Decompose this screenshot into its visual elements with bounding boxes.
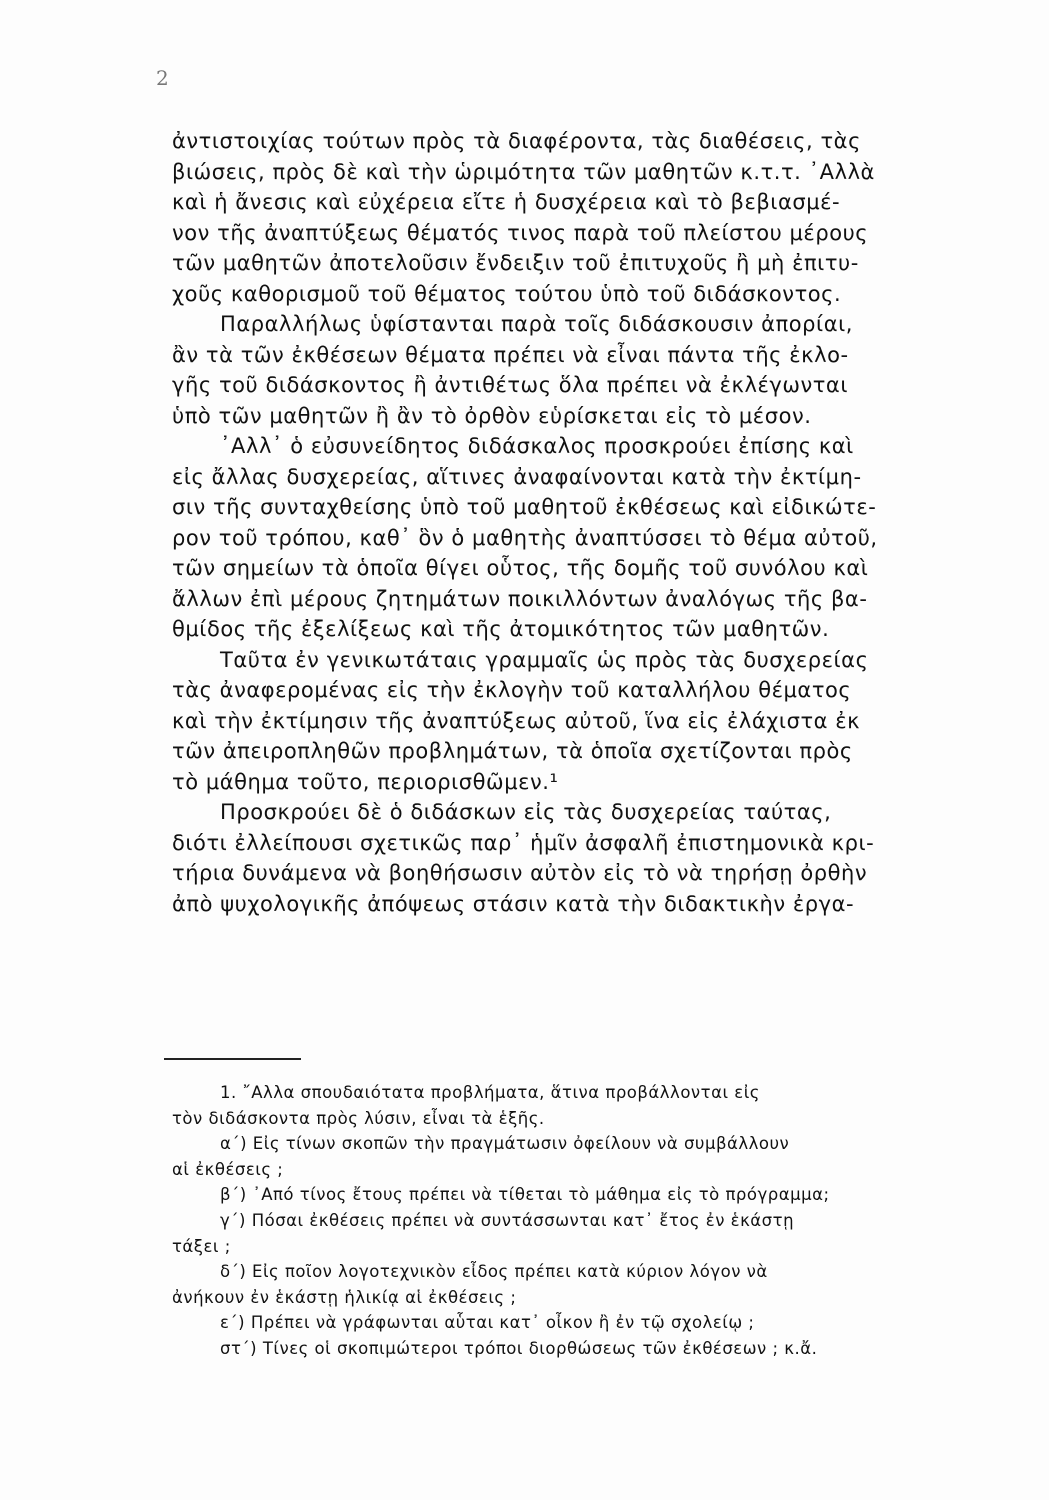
footnote-separator (164, 1058, 301, 1060)
footnote-line: γ΄) Πόσαι ἐκθέσεις πρέπει νὰ συντάσσωνται κατ᾿ ἔτος ἐν ἑκάστῃ (220, 1210, 795, 1230)
text-line: ἀντιστοιχίας τούτων πρὸς τὰ διαφέροντα, τὰς διαθέσεις, τὰς (172, 129, 861, 153)
footnote-line: ἀνήκουν ἐν ἑκάστῃ ἡλικίᾳ αἱ ἐκθέσεις ; (172, 1287, 517, 1307)
footnote-line: στ΄) Τίνες οἱ σκοπιμώτεροι τρόποι διορθώσεως τῶν ἐκθέσεων ; κ.ἄ. (220, 1338, 818, 1358)
text-line: τὸ μάθημα τοῦτο, περιορισθῶμεν.¹ (172, 769, 559, 794)
text-line: ἂν τὰ τῶν ἐκθέσεων θέματα πρέπει νὰ εἶναι πάντα τῆς ἐκλο- (172, 342, 849, 367)
text-line: βιώσεις, πρὸς δὲ καὶ τὴν ὡριμότητα τῶν μαθητῶν κ.τ.τ. ᾿Αλλὰ (172, 159, 875, 184)
text-line: Παραλλήλως ὑφίστανται παρὰ τοῖς διδάσκουσιν ἀπορίαι, (220, 312, 853, 336)
footnote-line: δ΄) Εἰς ποῖον λογοτεχνικὸν εἶδος πρέπει κατὰ κύριον λόγον νὰ (220, 1262, 768, 1282)
text-line: τὰς ἀναφερομένας εἰς τὴν ἐκλογὴν τοῦ καταλλήλου θέματος (172, 678, 852, 702)
text-line: τῶν σημείων τὰ ὁποῖα θίγει οὗτος, τῆς δομῆς τοῦ συνόλου καὶ (172, 556, 869, 580)
text-line: εἰς ἄλλας δυσχερείας, αἵτινες ἀναφαίνονται κατὰ τὴν ἐκτίμη- (172, 464, 862, 489)
text-line: ἀπὸ ψυχολογικῆς ἀπόψεως στάσιν κατὰ τὴν διδακτικὴν ἐργα- (172, 891, 855, 916)
text-line: τῶν μαθητῶν ἀποτελοῦσιν ἔνδειξιν τοῦ ἐπιτυχοῦς ἢ μὴ ἐπιτυ- (172, 251, 859, 275)
paragraph (172, 309, 978, 431)
text-line: ρον τοῦ τρόπου, καθ᾿ ὃν ὁ μαθητὴς ἀναπτύσσει τὸ θέμα αὐτοῦ, (172, 525, 878, 550)
paragraph (172, 645, 978, 798)
text-line: Ταῦτα ἐν γενικωτάταις γραμμαῖς ὡς πρὸς τὰς δυσχερείας (220, 647, 869, 672)
footnote-line: α΄) Εἰς τίνων σκοπῶν τὴν πραγμάτωσιν ὀφείλουν νὰ συμβάλλουν (220, 1134, 790, 1154)
text-line: ὑπὸ τῶν μαθητῶν ἢ ἂν τὸ ὀρθὸν εὑρίσκεται εἰς τὸ μέσον. (172, 403, 812, 428)
text-line: ᾿Αλλ᾿ ὁ εὐσυνείδητος διδάσκαλος προσκρούει ἐπίσης καὶ (220, 434, 854, 458)
text-line: ἄλλων ἐπὶ μέρους ζητημάτων ποικιλλόντων ἀναλόγως τῆς βα- (172, 586, 868, 611)
text-line: τῶν ἀπειροπληθῶν προβλημάτων, τὰ ὁποῖα σχετίζονται πρὸς (172, 739, 853, 763)
text-line: Προσκρούει δὲ ὁ διδάσκων εἰς τὰς δυσχερείας ταύτας, (220, 800, 832, 824)
text-line: θμίδος τῆς ἐξελίξεως καὶ τῆς ἀτομικότητος τῶν μαθητῶν. (172, 617, 830, 641)
text-line: χοῦς καθορισμοῦ τοῦ θέματος τούτου ὑπὸ τοῦ διδάσκοντος. (172, 281, 842, 306)
text-line: νον τῆς ἀναπτύξεως θέματός τινος παρὰ τοῦ πλείστου μέρους (172, 220, 869, 245)
text-line: τήρια δυνάμενα νὰ βοηθήσωσιν αὐτὸν εἰς τὸ νὰ τηρήσῃ ὀρθὴν (172, 861, 868, 885)
text-line: διότι ἐλλείπουσι σχετικῶς παρ᾿ ἡμῖν ἀσφαλῆ ἐπιστημονικὰ κρι- (172, 830, 875, 855)
footnote-line: β΄) ᾿Από τίνος ἔτους πρέπει νὰ τίθεται τὸ μάθημα εἰς τὸ πρόγραμμα; (220, 1185, 830, 1205)
footnote-line: ε΄) Πρέπει νὰ γράφωνται αὗται κατ᾿ οἶκον ἢ ἐν τῷ σχολείῳ ; (220, 1313, 755, 1333)
page-number: 2 (156, 66, 169, 90)
paragraph (172, 431, 978, 645)
body-text (172, 126, 978, 919)
footnote-line: τὸν διδάσκοντα πρὸς λύσιν, εἶναι τὰ ἑξῆς. (172, 1108, 545, 1128)
footnote-line: τάξει ; (172, 1236, 231, 1256)
text-line: καὶ ἡ ἄνεσις καὶ εὐχέρεια εἴτε ἡ δυσχέρεια καὶ τὸ βεβιασμέ- (172, 190, 841, 214)
text-line: σιν τῆς συνταχθείσης ὑπὸ τοῦ μαθητοῦ ἐκθέσεως καὶ εἰδικώτε- (172, 495, 877, 519)
text-line: καὶ τὴν ἐκτίμησιν τῆς ἀναπτύξεως αὐτοῦ, ἵνα εἰς ἐλάχιστα ἐκ (172, 708, 861, 733)
paragraph (172, 126, 978, 309)
footnotes (172, 1080, 978, 1362)
footnote-line: αἱ ἐκθέσεις ; (172, 1159, 284, 1179)
text-line: γῆς τοῦ διδάσκοντος ἢ ἀντιθέτως ὅλα πρέπει νὰ ἐκλέγωνται (172, 373, 848, 397)
paragraph (172, 797, 978, 919)
footnote-line: 1. ῎Αλλα σπουδαιότατα προβλήματα, ἅτινα προβάλλονται εἰς (220, 1083, 760, 1102)
